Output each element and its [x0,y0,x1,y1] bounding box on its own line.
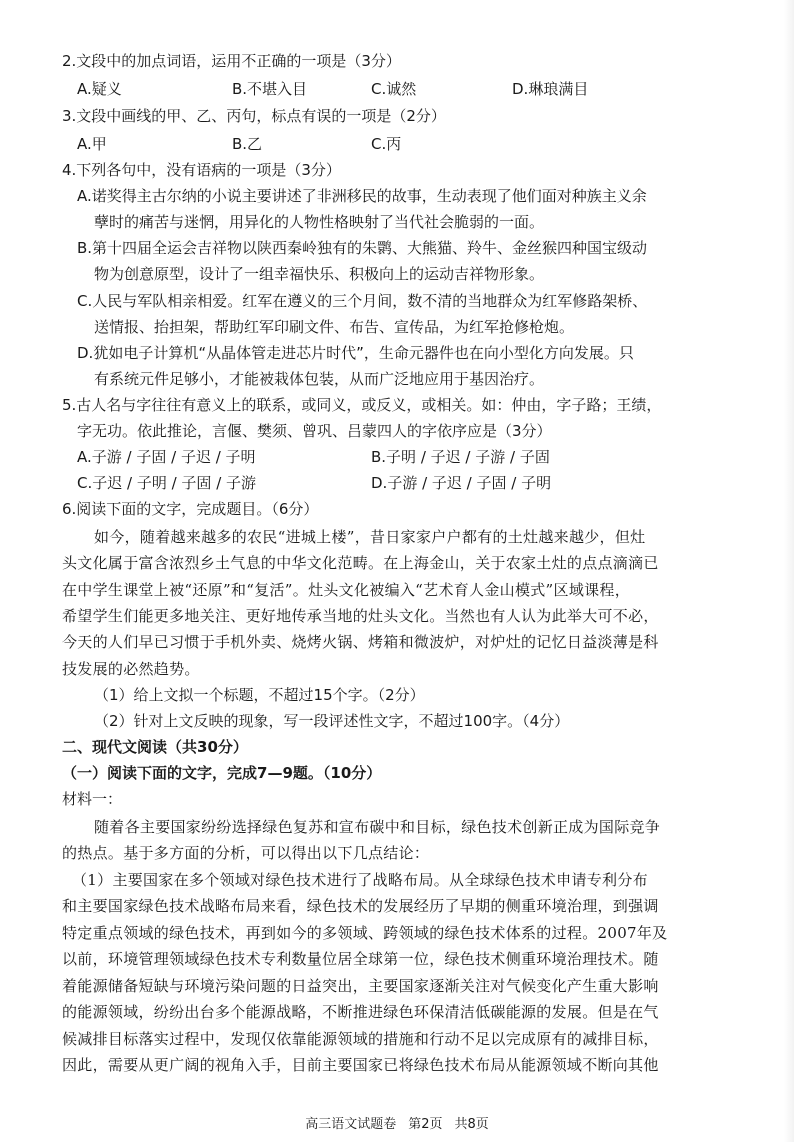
q4-line: B.第十四届全运会吉祥物以陕西秦岭独有的朱鹮、大熊猫、羚牛、金丝猴四种国宝级动 [77,239,648,257]
material-line: 着能源储备短缺与环境污染问题的日益突出，主要国家逐渐关注对气候变化产生重大影响 [62,977,659,995]
part-title: （一）阅读下面的文字，完成7—9题。（10分） [62,764,382,782]
q6-passage-line: 头文化属于富含浓烈乡土气息的中华文化范畴。在上海金山，关于农家土灶的点点滴滴已 [62,554,659,572]
q4-line: 有系统元件足够小，才能被栽体包装，从而广泛地应用于基因治疗。 [94,370,545,388]
material-line: 候减排目标落实过程中，发现仅依靠能源领域的措施和行动不足以完成原有的减排目标， [62,1030,659,1048]
q5-option-b: B.子明 / 子迟 / 子游 / 子固 [371,448,550,466]
material-line: 的能源领域，纷纷出台多个能源战略，不断推进绿色环保清洁低碳能源的发展。但是在气 [62,1003,659,1021]
footer-page: 第2页 [408,1117,443,1132]
q2-option-d: D.琳琅满目 [512,80,589,98]
q3-option-b: B.乙 [232,135,263,153]
material-line: 随着各主要国家纷纷选择绿色复苏和宣布碳中和目标，绿色技术创新正成为国际竞争 [94,818,661,836]
q6-subquestion-1: （1）给上文拟一个标题，不超过15个字。（2分） [94,686,425,704]
q2-option-b: B.不堪入目 [232,80,308,98]
footer-total: 共8页 [454,1117,489,1132]
material-line: 的热点。基于多方面的分析，可以得出以下几点结论： [62,844,430,862]
q5-stem-line: 5.古人名与字往往有意义上的联系，或同义，或反义，或相关。如：仲由，字子路；王绩， [62,396,662,414]
q3-option-a: A.甲 [77,135,107,153]
q6-subquestion-2: （2）针对上文反映的现象，写一段评述性文字，不超过100字。（4分） [94,712,570,730]
q5-stem-line: 字无功。依此推论，言偃、樊须、曾巩、吕蒙四人的字依序应是（3分） [77,422,552,440]
material-label: 材料一： [62,790,123,808]
q3-option-c: C.丙 [371,135,402,153]
footer-title: 高三语文试题卷 [305,1117,397,1132]
q5-option-a: A.子游 / 子固 / 子迟 / 子明 [77,448,256,466]
q5-option-c: C.子迟 / 子明 / 子固 / 子游 [77,474,257,492]
q4-line: 物为创意原型，设计了一组幸福快乐、积极向上的运动吉祥物形象。 [94,265,545,283]
material-line: 因此，需要从更广阔的视角入手，目前主要国家已将绿色技术布局从能源领域不断向其他 [62,1056,659,1074]
q6-passage-line: 技发展的必然趋势。 [62,660,200,678]
q6-stem: 6.阅读下面的文字，完成题目。（6分） [62,500,319,518]
section-title: 二、现代文阅读（共30分） [62,738,248,756]
q4-line: 孽时的痛苦与迷惘，用异化的人物性格映射了当代社会脆弱的一面。 [94,213,545,231]
q4-line: 送情报、抬担架，帮助红军印刷文件、布告、宣传品，为红军抢修枪炮。 [94,318,575,336]
q4-stem: 4.下列各句中，没有语病的一项是（3分） [62,161,341,179]
q2-option-a: A.疑义 [77,80,122,98]
q6-passage-line: 在中学生课堂上被“还原”和“复活”。灶头文化被编入“艺术育人金山模式”区域课程， [62,581,631,599]
q2-option-c: C.诚然 [371,80,417,98]
q3-stem: 3.文段中画线的甲、乙、丙句，标点有误的一项是（2分） [62,107,446,125]
material-line: 以前，环境管理领域绿色技术专利数量位居全球第一位，绿色技术侧重环境治理技术。随 [62,950,659,968]
q6-passage-line: 今天的人们早已习惯于手机外卖、烧烤火锅、烤箱和微波炉，对炉灶的记忆日益淡薄是科 [62,633,659,651]
q6-passage-line: 如今，随着越来越多的农民“进城上楼”，昔日家家户户都有的土灶越来越少，但灶 [94,528,646,546]
q4-line: C.人民与军队相亲相爱。红军在遵义的三个月间，数不清的当地群众为红军修路架桥、 [77,292,648,310]
material-line: 特定重点领域的绿色技术，再到如今的多领域、跨领域的绿色技术体系的过程。2007年及 [62,924,668,942]
material-line: （1）主要国家在多个领域对绿色技术进行了战略布局。从全球绿色技术申请专利分布 [72,871,648,889]
q2-stem: 2.文段中的加点词语，运用不正确的一项是（3分） [62,52,401,70]
scan-edge-shadow [784,0,794,1142]
q5-option-d: D.子游 / 子迟 / 子固 / 子明 [371,474,552,492]
q6-passage-line: 希望学生们能更多地关注、更好地传承当地的灶头文化。当然也有人认为此举大可不必， [62,607,659,625]
q4-line: A.诺奖得主古尔纳的小说主要讲述了非洲移民的故事，生动表现了他们面对种族主义余 [77,187,647,205]
material-line: 和主要国家绿色技术战略布局来看，绿色技术的发展经历了早期的侧重环境治理，到强调 [62,897,659,915]
q4-line: D.犹如电子计算机“从晶体管走进芯片时代”，生命元器件也在向小型化方向发展。只 [77,344,634,362]
page-footer [0,1116,794,1134]
